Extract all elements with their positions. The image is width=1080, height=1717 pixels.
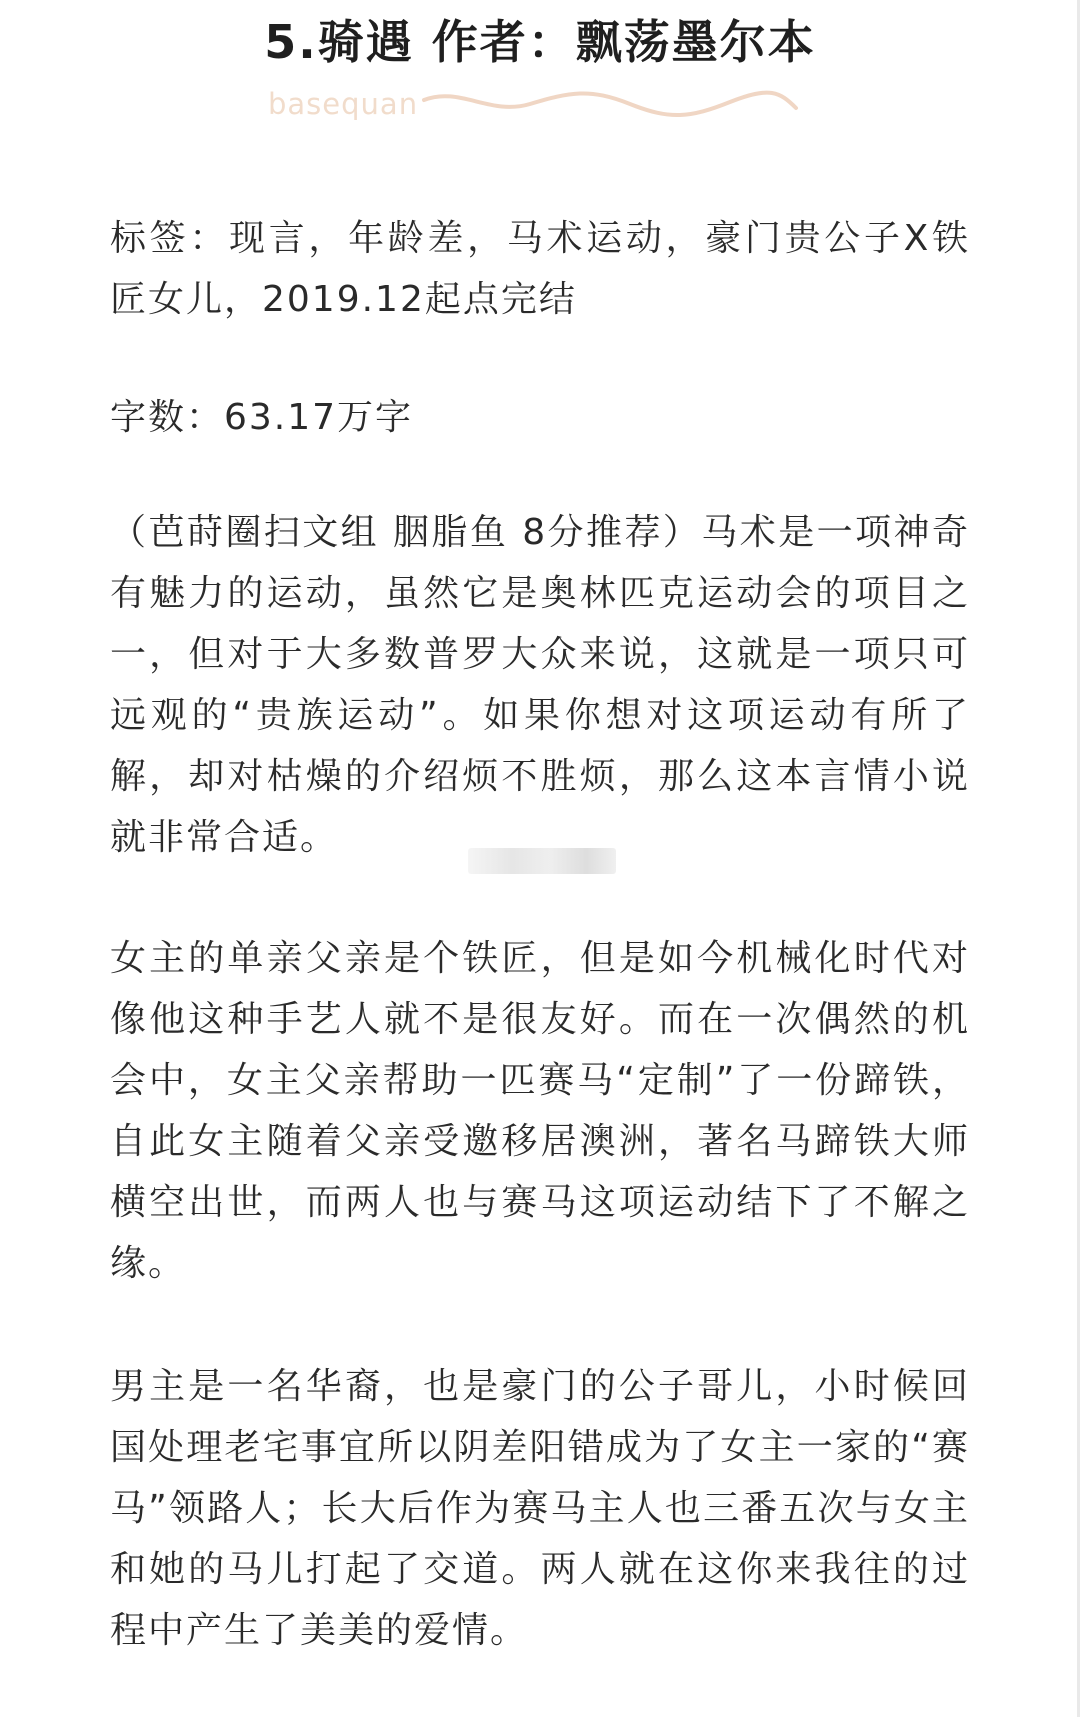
wave-divider-icon (420, 88, 800, 122)
brand-watermark: basequan (268, 87, 419, 121)
blurred-watermark (468, 848, 616, 874)
tags-paragraph: 标签：现言，年龄差，马术运动，豪门贵公子X铁匠女儿，2019.12起点完结 (110, 218, 970, 320)
article-title: 5.骑遇 作者：飘荡墨尔本 (264, 15, 816, 69)
heroine-paragraph: 女主的单亲父亲是个铁匠，但是如今机械化时代对像他这种手艺人就不是很友好。而在一次偶然的机会中，女主父亲帮助一匹赛马“定制”了一份蹄铁，自此女主随着父亲受邀移居澳洲，著名马蹄铁大师横空出世，而两人也与赛马这项运动结下了不解之缘。 (110, 938, 970, 1284)
hero-paragraph: 男主是一名华裔，也是豪门的公子哥儿，小时候回国处理老宅事宜所以阴差阳错成为了女主一家的“赛马”领路人；长大后作为赛马主人也三番五次与女主和她的马儿打起了交道。两人就在这你来我往的过程中产生了美美的爱情。 (110, 1366, 970, 1651)
intro-paragraph: （芭莳圈扫文组 胭脂鱼 8分推荐）马术是一项神奇有魅力的运动，虽然它是奥林匹克运动会的项目之一，但对于大多数普罗大众来说，这就是一项只可远观的“贵族运动”。如果你想对这项运动有所了解，却对枯燥的介绍烦不胜烦，那么这本言情小说就非常合适。 (110, 512, 970, 858)
word-count-paragraph: 字数：63.17万字 (110, 397, 414, 438)
article-body (110, 208, 970, 1661)
